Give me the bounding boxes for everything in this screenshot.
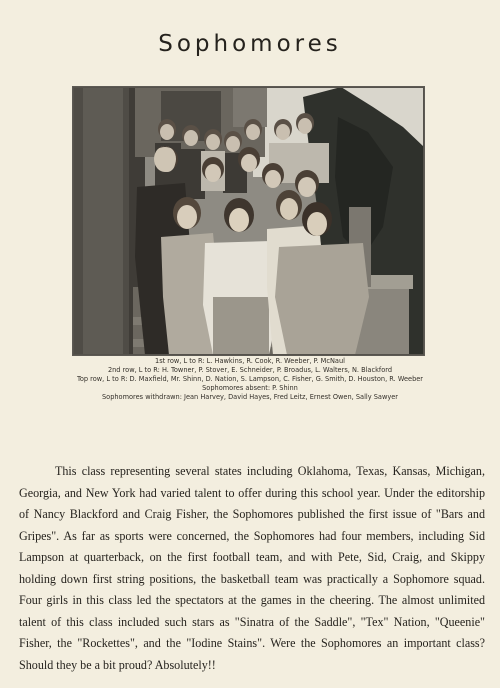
caption-top-row: Top row, L to R: D. Maxfield, Mr. Shinn, D. Nation, S. Lampson, C. Fisher, G. Smith, D. Houston, R. Weeber [76,374,424,383]
page-title: Sophomores [158,31,342,58]
caption-withdrawn: Sophomores withdrawn: Jean Harvey, David Hayes, Fred Leitz, Ernest Owen, Sally Sawyer [101,392,399,401]
caption-absent: Sophomores absent: P. Shinn [202,383,298,392]
caption-first-row: 1st row, L to R: L. Hawkins, R. Cook, R. Weeber, P. McNaul [155,357,345,365]
class-description-paragraph: This class representing several states including Oklahoma, Texas, Kansas, Michigan, Georgia, and New York had varied talent to offer during this school year. Under the editorship of Nancy Blackford and Craig Fisher, the Sophomores published the first issue of "Bars and Gripes". As far as sports were concerned, the Sophomores had four members, including Sid Lampson at quarterback, on the first football team, and with Pete, Sid, Craig, and Skippy holding down first string positions, the basketball team was practically a Sophomore squad. Four girls in this class led the spectators at the games in the cheering. The almost unlimited talent of this class included such stars as "Sinatra of the Saddle", "Tex" Nation, "Queenie" Fisher, the "Rockettes", and the "Iodine Stains". Were the Sophomores an important class? Should they be a bit proud? Absolutely!! [19,464,485,672]
caption-second-row: 2nd row, L to R: H. Towner, P. Stover, E. Schneider, P. Broadus, L. Walters, N. Blackford [107,365,393,374]
photo-caption [0,357,500,402]
class-group-photo [72,86,425,356]
